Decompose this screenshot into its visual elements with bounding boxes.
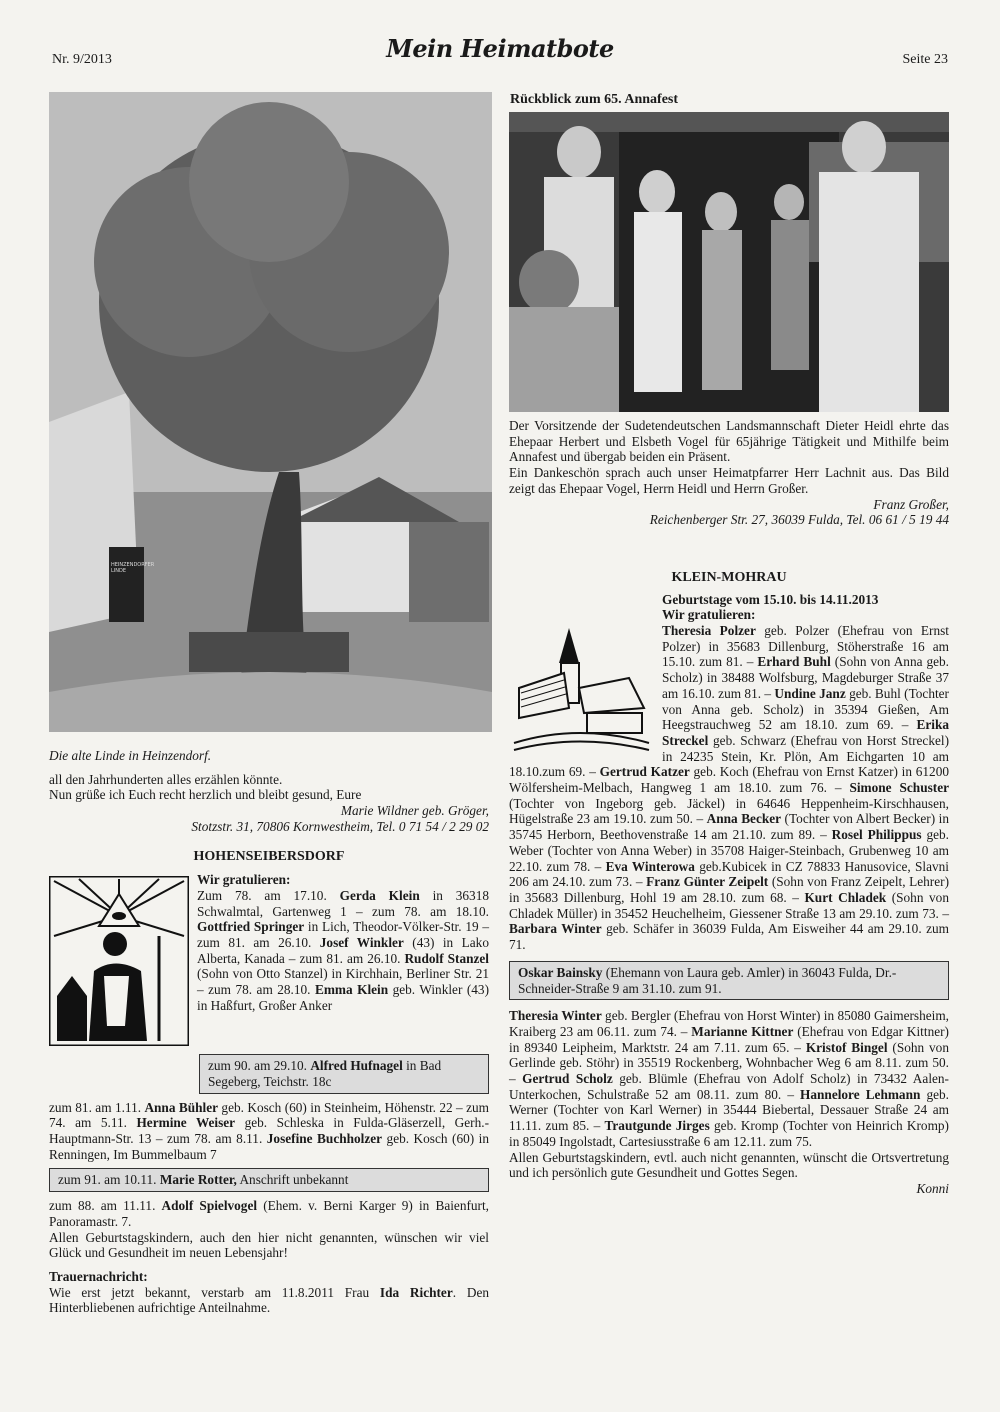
birthday-paragraph-2: zum 81. am 1.11. Anna Bühler geb. Kosch (60) in Steinheim, Höhenstr. 22 – zum 74. am 5.11. Hermine Weiser geb. Schleska in Fulda-Gläserzell, Gerh.-Hauptmann-Str. 13 – zum 78. am 8.11. Josefine Buchholzer geb. Kosch (60) in Renningen, Im Bummelbaum 7	[49, 1099, 489, 1162]
masthead-logo: Mein Heimatbote	[386, 34, 614, 63]
klein-mohrau-signature: Konni	[916, 1180, 949, 1196]
letter-signature-name: Marie Wildner geb. Gröger,	[340, 803, 489, 819]
issue-number: Nr. 9/2013	[52, 52, 112, 67]
annafest-title: Rückblick zum 65. Annafest	[510, 92, 679, 107]
annafest-caption: Der Vorsitzende der Sudetendeutschen Landsmannschaft Dieter Heidl ehrte das Ehepaar Herbert und Elsbeth Vogel für 65jährige Tätigkeit und Mithilfe beim Annafest und übergab beiden ein Präsent.	[509, 418, 949, 465]
klein-mohrau-paragraph-2: Theresia Winter geb. Bergler (Ehefrau von Horst Winter) in 85080 Gaimersheim, Kraiberg 23 am 06.11. zum 74. – Marianne Kittner (Ehefrau von Edgar Kittner) in 89340 Leipheim, Marktstr. 24 am 7.11. zum 65. – Kristof Bingel (Sohn von Gerlinde geb. Stöhr) in 35519 Rockenberg, Wohnbacher Weg 6 am 8.11. zum 50. – Gertrud Scholz geb. Blümle (Ehefrau von Adolf Scholz) in 73432 Aalen-Unterkochen, Schulstraße 52 am 08.11. zum 80. – Hannelore Lehmann geb. Werner (Tochter von Karl Werner) in 35444 Biebertal, Dessauer Straße 24 am 11.11. zum 85. – Trautgunde Jirges geb. Kromp (Tochter von Heinrich Kromp) in 85049 Ingolstadt, Cartesiusstraße 6 am 12.11. zum 75.	[509, 1008, 949, 1149]
highlight-box-bainsky: Oskar Bainsky (Ehemann von Laura geb. Amler) in 36043 Fulda, Dr.-Schneider-Straße 9 am 31.10. zum 91.	[509, 961, 949, 1000]
annafest-photo	[509, 112, 949, 412]
saint-woodcut-icon	[49, 876, 189, 1046]
highlight-box-90th: zum 90. am 29.10. Alfred Hufnagel in Bad Segeberg, Teichstr. 18c	[199, 1054, 489, 1093]
annafest-signature-name: Franz Großer,	[873, 496, 949, 512]
birthday-paragraph-1: Zum 78. am 17.10. Gerda Klein in 36318 Schwalmtal, Gartenweg 1 – zum 78. am 18.10. Gottfried Springer in Lich, Theodor-Völker-Str. 19 – zum 81. am 26.10. Josef Winkler (43) in Lako Alberta, Kanada – zum 81. am 26.10. Rudolf Stanzel (Sohn von Otto Stanzel) in Kirchhain, Berliner Str. 21 – zum 78. am 28.10. Emma Klein geb. Winkler (43) in Haßfurt, Großer Anker	[197, 887, 490, 1013]
section-title-hohenseibersdorf: HOHENSEIBERSDORF	[193, 848, 345, 864]
trauer-text: Wie erst jetzt bekannt, verstarb am 11.8.2011 Frau Ida Richter. Den Hinterbliebenen aufrichtige Anteilnahme.	[49, 1284, 489, 1316]
letter-end-1: all den Jahrhunderten alles erzählen könnte.	[49, 771, 283, 787]
tree-sign: HEINZENDORFER LINDE	[111, 562, 155, 574]
highlight-box-91st: zum 91. am 10.11. Marie Rotter, Anschrift unbekannt	[49, 1168, 489, 1192]
letter-end-2: Nun grüße ich Euch recht herzlich und bleibt gesund, Eure	[49, 787, 362, 803]
birthday-wishes: Allen Geburtstagskindern, auch den hier nicht genannten, wünschen wir viel Glück und Gesundheit im neuen Lebensjahr!	[49, 1229, 489, 1261]
left-column	[49, 748, 489, 1316]
page-number: Seite 23	[902, 52, 948, 67]
section-title-klein-mohrau: KLEIN-MOHRAU	[671, 569, 787, 585]
tree-image-icon	[49, 92, 492, 732]
tree-caption: Die alte Linde in Heinzendorf.	[49, 748, 212, 763]
geburtstage-heading: Geburtstage vom 15.10. bis 14.11.2013	[662, 591, 879, 607]
right-column	[509, 418, 949, 1197]
klein-mohrau-wishes: Allen Geburtstagskindern, evtl. auch nicht genannten, wünscht die Ortsvertretung und ich persönlich gute Gesundheit und Gottes Segen.	[509, 1149, 949, 1181]
group-photo-icon	[509, 112, 949, 412]
letter-signature-address: Stotzstr. 31, 70806 Kornwestheim, Tel. 0 71 54 / 2 29 02	[191, 818, 489, 834]
tree-photo	[49, 92, 492, 732]
trauer-heading: Trauernachricht:	[49, 1268, 148, 1284]
birthday-paragraph-3: zum 88. am 11.11. Adolf Spielvogel (Ehem. v. Berni Karger 9) in Baienfurt, Panoramastr. 7.	[49, 1198, 490, 1229]
klein-mohrau-paragraph-1: Theresia Polzer geb. Polzer (Ehefrau von Ernst Polzer) in 35683 Dillenburg, Stöherstraße 16 am 15.10. zum 81. – Erhard Buhl (Sohn von Anna geb. Scholz) in 38488 Wolfsburg, Magdeburger Straße 37 am 16.10. zum 81. – Undine Janz geb. Buhl (Tochter von Anna geb. Scholz) in 35394 Gießen, Am Heegstrauchweg 52 am 18.10. zum 69. – Erika Streckel geb. Schwarz (Ehefrau von Horst Streckel) in 24235 Stein, Kr. Plön, Am Eichgarten 10 am 18.10.zum 69. – Gertrud Katzer geb. Koch (Ehefrau von Ernst Katzer) in 61200 Wölfersheim-Melbach, Hangweg 1 am 18.10. zum 76. – Simone Schuster (Tochter von Ingeborg geb. Jäckel) in 64646 Heppenheim-Kirschhausen, Hügelstraße 23 am 19.10. zum 50. – Anna Becker (Tochter von Albert Becker) in 35745 Herborn, Beethovenstraße 14 am 21.10. zum 89. – Rosel Philippus geb. Weber (Tochter von Anna Weber) in 35708 Haiger-Steinbach, Grubenweg 10 am 22.10. zum 78. – Eva Winterowa geb.Kubicek in CZ 78833 Hanusovice, Slavni 206 am 24.10. zum 73. – Franz Günter Zeipelt (Sohn von Franz Zeipelt, Lehrer) in 35683 Dillenburg, Hohl 19 am 28.10. zum 68. – Kurt Chladek (Sohn von Chladek Müller) in 35452 Heuchelheim, Giessener Straße 13 am 29.10. zum 73. – Barbara Winter geb. Schäfer in 36039 Fulda, Am Eisweiher 44 am 29.10. zum 71.	[509, 623, 950, 953]
village-church-icon	[509, 618, 654, 758]
wir-gratulieren-heading: Wir gratulieren:	[197, 872, 291, 888]
wir-gratulieren-heading-2: Wir gratulieren:	[662, 607, 756, 623]
annafest-signature-address: Reichenberger Str. 27, 36039 Fulda, Tel. 06 61 / 5 19 44	[649, 512, 949, 528]
annafest-caption-2: Ein Dankeschön sprach auch unser Heimatpfarrer Herr Lachnit aus. Das Bild zeigt das Ehepaar Vogel, Herrn Heidl und Herrn Großer.	[509, 465, 949, 496]
